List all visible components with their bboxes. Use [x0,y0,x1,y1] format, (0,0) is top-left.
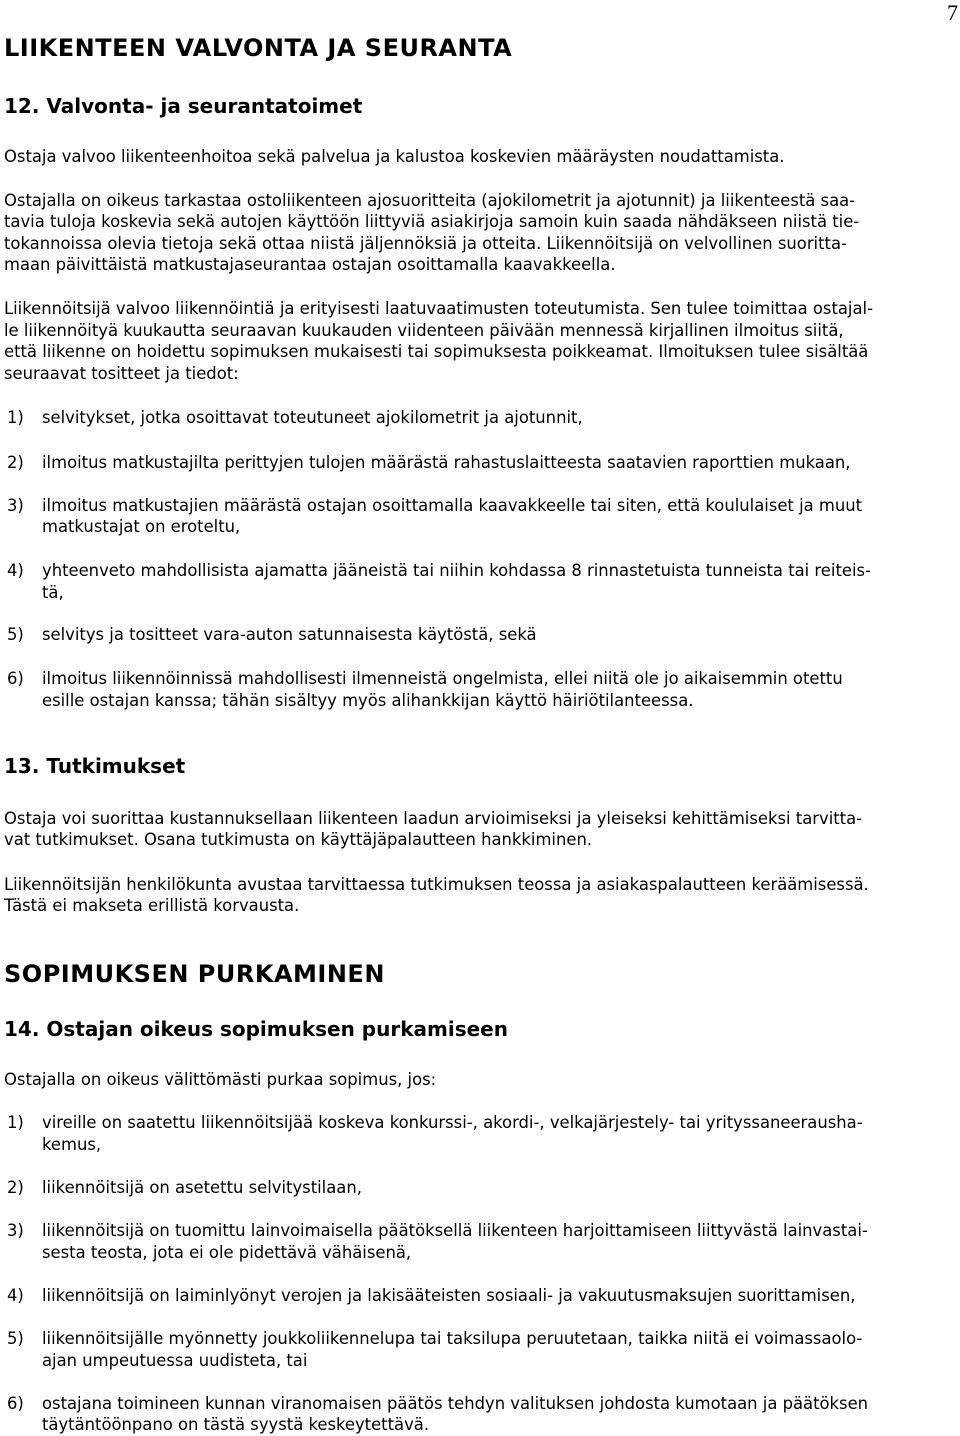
paragraph: Ostaja valvoo liikenteenhoitoa sekä palvelua ja kalustoa koskevien määräysten noudattamista. [4,147,785,166]
paragraph-line: Liikennöitsijä valvoo liikennöintiä ja erityisesti laatuvaatimusten toteutumista. Sen tulee toimittaa ostajal- [4,299,873,318]
section-heading-sopimuksen-purkaminen: SOPIMUKSEN PURKAMINEN [4,960,385,988]
paragraph-line: Tästä ei makseta erillistä korvausta. [4,896,300,915]
paragraph-line: seuraavat tositteet ja tiedot: [4,364,239,383]
list-text: ilmoitus matkustajien määrästä ostajan osoittamalla kaavakkeelle tai siten, että koululaiset ja muut [42,496,863,515]
list-number: 6) [7,1394,24,1413]
page-number: 7 [947,0,958,25]
list-text: ajan umpeutuessa uudisteta, tai [42,1351,308,1370]
paragraph-line: le liikennöityä kuukautta seuraavan kuukauden viidenteen päivään mennessä kirjallinen ilmoitus siitä, [4,321,844,340]
list-number: 4) [7,1286,24,1305]
list-text: selvitykset, jotka osoittavat toteutuneet ajokilometrit ja ajotunnit, [42,408,583,427]
list-text: vireille on saatettu liikennöitsijää koskeva konkurssi-, akordi-, velkajärjestely- tai yrityssaneerausha- [42,1113,863,1132]
list-number: 1) [7,408,24,427]
paragraph-line: Liikennöitsijän henkilökunta avustaa tarvittaessa tutkimuksen teossa ja asiakaspalautteen keräämisessä. [4,875,869,894]
list-text: liikennöitsijälle myönnetty joukkoliikennelupa tai taksilupa peruutetaan, taikka niitä ei voimassaolo- [42,1329,863,1348]
list-text: yhteenveto mahdollisista ajamatta jääneistä tai niihin kohdassa 8 rinnastetuista tunneista tai reiteis- [42,561,871,580]
list-text: täytäntöönpano on tästä syystä keskeytettävä. [42,1415,430,1434]
paragraph-line: että liikenne on hoidettu sopimuksen mukaisesti tai sopimuksesta poikkeamat. Ilmoituksen tulee sisältää [4,342,869,361]
paragraph-line: maan päivittäistä matkustajaseurantaa ostajan osoittamalla kaavakkeella. [4,255,616,274]
list-number: 4) [7,561,24,580]
list-text: matkustajat on eroteltu, [42,517,241,536]
paragraph-line: Ostaja voi suorittaa kustannuksellaan liikenteen laadun arvioimiseksi ja yleiseksi kehittämiseksi tarvitta- [4,809,863,828]
subheading-valvonta: 12. Valvonta- ja seurantatoimet [4,94,363,118]
list-number: 3) [7,496,24,515]
list-number: 5) [7,1329,24,1348]
subheading-ostajan-oikeus: 14. Ostajan oikeus sopimuksen purkamiseen [4,1017,508,1041]
section-heading-liikenteen-valvonta: LIIKENTEEN VALVONTA JA SEURANTA [4,34,513,62]
paragraph-line: tokannoissa olevia tietoja sekä ottaa niistä jäljennöksiä ja otteita. Liikennöitsijä on velvollinen suoritta- [4,234,847,253]
list-text: ilmoitus matkustajilta perittyjen tulojen määrästä rahastuslaitteesta saatavien raporttien mukaan, [42,453,851,472]
list-number: 2) [7,453,24,472]
paragraph-line: tavia tuloja koskevia sekä autojen käyttöön liittyviä asiakirjoja samoin kuin saada nähdäkseen niistä tie- [4,212,860,231]
list-text: ilmoitus liikennöinnissä mahdollisesti ilmenneistä ongelmista, ellei niitä ole jo aikaisemmin otettu [42,669,843,688]
list-text: liikennöitsijä on tuomittu lainvoimaisella päätöksellä liikenteen harjoittamiseen liittyvästä lainvastai- [42,1221,868,1240]
paragraph-line: vat tutkimukset. Osana tutkimusta on käyttäjäpalautteen hankkiminen. [4,830,593,849]
list-number: 6) [7,669,24,688]
list-number: 5) [7,625,24,644]
list-text: tä, [42,583,64,602]
list-text: liikennöitsijä on asetettu selvitystilaan, [42,1178,362,1197]
list-text: liikennöitsijä on laiminlyönyt verojen ja lakisääteisten sosiaali- ja vakuutusmaksujen suorittamisen, [42,1286,856,1305]
subheading-tutkimukset: 13. Tutkimukset [4,754,186,778]
list-number: 1) [7,1113,24,1132]
list-number: 2) [7,1178,24,1197]
list-text: selvitys ja tositteet vara-auton satunnaisesta käytöstä, sekä [42,625,537,644]
list-text: ostajana toimineen kunnan viranomaisen päätös tehdyn valituksen johdosta kumotaan ja päätöksen [42,1394,869,1413]
list-text: esille ostajan kanssa; tähän sisältyy myös alihankkijan käyttö häiriötilanteessa. [42,691,694,710]
list-number: 3) [7,1221,24,1240]
list-text: kemus, [42,1135,102,1154]
paragraph-line: Ostajalla on oikeus tarkastaa ostoliikenteen ajosuoritteita (ajokilometrit ja ajotunnit) ja liikenteestä saa- [4,191,856,210]
paragraph: Ostajalla on oikeus välittömästi purkaa sopimus, jos: [4,1070,437,1089]
list-text: sesta teosta, jota ei ole pidettävä vähäisenä, [42,1243,412,1262]
